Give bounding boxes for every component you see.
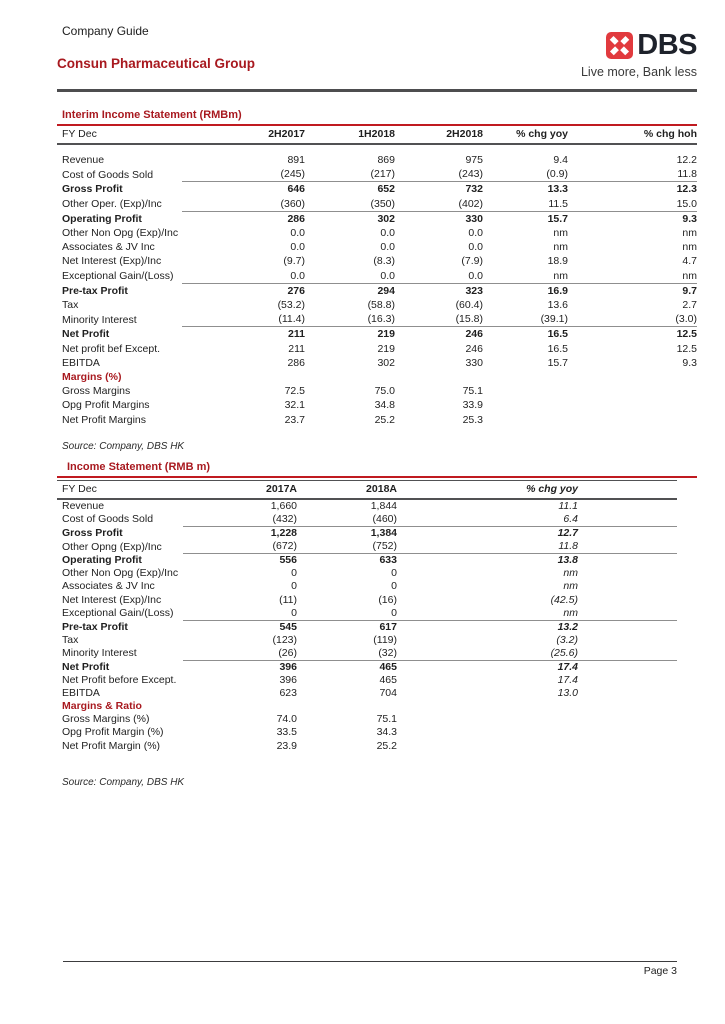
value-cell: 246 (395, 327, 483, 342)
value-cell: 18.9 (547, 255, 568, 268)
value-cell: 1,844 (370, 499, 397, 512)
value-cell: 219 (377, 342, 395, 355)
value-cell: 4.7 (682, 255, 697, 268)
section-label: Margins & Ratio (62, 700, 142, 713)
row-label: Revenue (62, 499, 105, 512)
row-label: Net Profit (62, 328, 110, 341)
value-cell: (8.3) (373, 255, 395, 268)
row-label: Tax (62, 633, 79, 646)
report-header (57, 24, 697, 79)
value-cell: 11.5 (548, 197, 568, 210)
value-cell: 12.2 (676, 154, 697, 166)
value-cell: (58.8) (367, 299, 395, 312)
value-cell: 396 (279, 674, 297, 687)
value-cell: 13.8 (397, 554, 677, 568)
table-row (57, 312, 697, 327)
table-row (57, 413, 697, 427)
row-label: Other Opng (Exp)/Inc (62, 540, 162, 553)
table-row (57, 607, 677, 621)
value-cell: 286 (287, 356, 305, 369)
value-cell: 16.9 (483, 283, 568, 298)
company-title: Consun Pharmaceutical Group (57, 56, 256, 71)
value-cell: 1,660 (270, 499, 297, 512)
value-cell: (123) (272, 633, 297, 646)
row-label: Operating Profit (62, 212, 142, 225)
value-cell: 0.0 (290, 227, 305, 240)
table-row (57, 254, 697, 268)
section-label: Margins (%) (62, 371, 122, 384)
dbs-logo-icon (606, 32, 633, 59)
section-title: Income Statement (RMB m) (57, 461, 697, 478)
table-row (57, 674, 677, 687)
table-row (57, 356, 697, 370)
table-row (57, 580, 677, 593)
value-cell: 15.7 (483, 211, 568, 226)
value-cell: 1,384 (297, 527, 397, 541)
value-cell: 0.0 (468, 241, 483, 254)
value-cell: 15.7 (547, 356, 568, 369)
table-row (57, 713, 677, 726)
value-cell: 465 (297, 660, 397, 674)
value-cell: 891 (287, 154, 305, 166)
value-cell (397, 740, 677, 753)
brand-tagline: Live more, Bank less (580, 65, 697, 79)
row-label: Net Profit (62, 660, 110, 673)
value-cell: nm (682, 241, 697, 254)
income-statement-section (57, 461, 697, 788)
value-cell: 0.0 (468, 227, 483, 240)
value-cell: 330 (465, 356, 483, 369)
value-cell: (11) (279, 593, 297, 606)
row-label: Cost of Goods Sold (62, 513, 154, 526)
value-cell: 0.0 (290, 269, 305, 282)
row-label: Net Profit Margins (62, 413, 147, 426)
table-row (57, 540, 677, 554)
value-cell: 16.5 (547, 342, 568, 355)
row-label: Minority Interest (62, 313, 137, 326)
interim-income-statement-table (57, 126, 697, 427)
row-label: Net Profit before Except. (62, 674, 177, 687)
value-cell: (42.5) (550, 593, 578, 606)
value-cell: (15.8) (455, 313, 483, 326)
row-label: Net Profit Margin (%) (62, 739, 161, 752)
row-label: Tax (62, 299, 79, 312)
column-header: % chg yoy (397, 480, 677, 499)
value-cell: 0 (391, 567, 397, 580)
value-cell: 72.5 (284, 385, 305, 398)
table-row (57, 144, 697, 153)
value-cell: 246 (465, 342, 483, 355)
value-cell: 0.0 (468, 269, 483, 282)
value-cell (483, 384, 568, 398)
column-header: 2H2017 (182, 126, 305, 144)
value-cell: 25.3 (462, 413, 483, 426)
header-divider (57, 89, 697, 92)
page-number: Page 3 (643, 965, 677, 977)
row-label: Exceptional Gain/(Loss) (62, 270, 174, 283)
column-header: % chg yoy (483, 126, 568, 144)
row-label: Other Non Opg (Exp)/Inc (62, 227, 179, 240)
table-row (57, 527, 677, 541)
value-cell: nm (553, 227, 568, 240)
value-cell: 34.3 (376, 726, 397, 739)
value-cell (397, 726, 677, 739)
value-cell (568, 384, 697, 398)
row-label: Pre-tax Profit (62, 620, 128, 633)
value-cell: 2.7 (682, 299, 697, 312)
value-cell: 0 (391, 606, 397, 619)
value-cell: 12.5 (676, 342, 697, 355)
value-cell: 75.0 (374, 385, 395, 398)
value-cell: 6.4 (563, 512, 578, 525)
column-header: FY Dec (57, 480, 183, 499)
value-cell: 9.3 (682, 356, 697, 369)
row-label: Gross Profit (62, 183, 123, 196)
column-header: 2018A (297, 480, 397, 499)
row-label: Revenue (62, 154, 105, 166)
table-row (57, 370, 697, 384)
value-cell: (0.9) (546, 168, 568, 181)
value-cell: 12.7 (397, 527, 677, 541)
value-cell: 646 (182, 182, 305, 197)
value-cell: 23.7 (284, 413, 305, 426)
table-row (57, 513, 677, 527)
row-label: Associates & JV Inc (62, 580, 155, 593)
value-cell: (3.2) (556, 633, 578, 646)
table-row (57, 226, 697, 240)
value-cell: 286 (182, 211, 305, 226)
value-cell: 276 (182, 283, 305, 298)
table-row (57, 153, 697, 167)
value-cell: 732 (395, 182, 483, 197)
table-row (57, 726, 677, 739)
value-cell: (752) (372, 540, 397, 553)
value-cell: 1,228 (183, 527, 297, 541)
value-cell: 652 (305, 182, 395, 197)
value-cell: 294 (305, 283, 395, 298)
value-cell: 75.1 (376, 713, 397, 726)
value-cell: 211 (288, 342, 305, 355)
value-cell: 15.0 (676, 197, 697, 210)
value-cell: (25.6) (550, 646, 578, 659)
value-cell: 16.5 (483, 327, 568, 342)
value-cell: 33.5 (276, 726, 297, 739)
value-cell: (350) (370, 197, 395, 210)
value-cell: 556 (183, 554, 297, 568)
value-cell: (243) (458, 168, 483, 181)
value-cell (397, 713, 677, 726)
row-label: Net profit bef Except. (62, 342, 161, 355)
table-header-row (57, 480, 677, 499)
value-cell: (32) (378, 646, 397, 659)
value-cell: 545 (183, 620, 297, 634)
income-statement-table (57, 480, 677, 753)
value-cell: 23.9 (276, 739, 297, 752)
value-cell: (60.4) (455, 299, 483, 312)
value-cell: 0 (291, 580, 297, 593)
value-cell: (16) (378, 593, 397, 606)
table-row (57, 620, 677, 634)
value-cell: 25.2 (376, 739, 397, 752)
row-label: EBITDA (62, 687, 100, 700)
value-cell: 975 (465, 154, 483, 166)
dbs-logo-text: DBS (637, 29, 697, 61)
value-cell: nm (553, 241, 568, 254)
table-row (57, 197, 697, 212)
row-label: Exceptional Gain/(Loss) (62, 607, 174, 620)
value-cell: (672) (272, 540, 297, 553)
value-cell: 302 (377, 356, 395, 369)
value-cell: (39.1) (540, 313, 568, 326)
value-cell (483, 398, 568, 412)
column-header: 1H2018 (305, 126, 395, 144)
value-cell: (245) (280, 168, 305, 181)
value-cell: 11.1 (558, 499, 578, 512)
value-cell: 9.4 (553, 154, 568, 166)
value-cell: (217) (370, 168, 395, 181)
value-cell: 13.6 (547, 299, 568, 312)
row-label: Other Non Opg (Exp)/Inc (62, 567, 179, 580)
table-row (57, 740, 677, 753)
value-cell: 617 (297, 620, 397, 634)
value-cell: 13.3 (483, 182, 568, 197)
dbs-brand-block (580, 29, 697, 79)
value-cell: 34.8 (374, 399, 395, 412)
table-row (57, 634, 677, 647)
value-cell: 33.9 (462, 399, 483, 412)
value-cell: 74.0 (276, 713, 297, 726)
value-cell: 12.3 (568, 182, 697, 197)
value-cell: 17.4 (557, 674, 578, 687)
section-title: Interim Income Statement (RMBm) (57, 109, 697, 126)
table-row (57, 167, 697, 182)
value-cell: 704 (379, 687, 397, 700)
row-label: Minority Interest (62, 647, 137, 660)
value-cell: 13.2 (397, 620, 677, 634)
page-footer (63, 961, 677, 977)
table-row (57, 283, 697, 298)
value-cell: (26) (278, 646, 297, 659)
table-row (57, 594, 677, 607)
value-cell: 0.0 (380, 269, 395, 282)
value-cell: 465 (379, 674, 397, 687)
spacer-cell (57, 144, 697, 153)
source-note: Source: Company, DBS HK (62, 440, 185, 452)
column-header: % chg hoh (568, 126, 697, 144)
value-cell: 869 (377, 154, 395, 166)
value-cell: 0 (291, 567, 297, 580)
table-row (57, 327, 697, 342)
row-label: Pre-tax Profit (62, 284, 128, 297)
row-label: Gross Profit (62, 527, 123, 540)
value-cell: (3.0) (675, 313, 697, 326)
row-label: Cost of Goods Sold (62, 168, 154, 181)
value-cell: 0.0 (290, 241, 305, 254)
row-label: Opg Profit Margin (%) (62, 726, 164, 739)
value-cell: (119) (373, 633, 397, 646)
table-row (57, 398, 697, 412)
value-cell: 0.0 (380, 227, 395, 240)
table-row (57, 211, 697, 226)
table-row (57, 269, 697, 284)
row-label: Other Oper. (Exp)/Inc (62, 198, 162, 211)
row-label: Associates & JV Inc (62, 241, 155, 254)
row-label: EBITDA (62, 356, 100, 369)
table-row (57, 342, 697, 356)
value-cell: (432) (272, 512, 297, 525)
table-row (57, 499, 677, 513)
value-cell: (11.4) (278, 313, 305, 326)
value-cell: 25.2 (374, 413, 395, 426)
row-label: Opg Profit Margins (62, 399, 150, 412)
report-type-label: Company Guide (62, 24, 149, 38)
value-cell: 396 (183, 660, 297, 674)
value-cell: nm (563, 580, 578, 593)
table-row (57, 660, 677, 674)
row-label: Net Interest (Exp)/Inc (62, 593, 162, 606)
value-cell: 633 (297, 554, 397, 568)
value-cell: nm (682, 269, 697, 282)
table-row (57, 687, 677, 700)
row-label: Operating Profit (62, 554, 142, 567)
table-row (57, 182, 697, 197)
value-cell: 302 (305, 211, 395, 226)
value-cell: nm (553, 269, 568, 282)
value-cell: 0 (291, 606, 297, 619)
value-cell: 11.8 (558, 540, 578, 553)
interim-income-statement-section (57, 109, 697, 452)
row-label: Gross Margins (62, 385, 131, 398)
value-cell: (53.2) (277, 299, 305, 312)
table-header-row (57, 126, 697, 144)
value-cell (483, 413, 568, 427)
value-cell: 75.1 (462, 385, 483, 398)
value-cell: 17.4 (397, 660, 677, 674)
value-cell: (402) (458, 197, 483, 210)
value-cell: 32.1 (284, 399, 305, 412)
column-header: FY Dec (57, 126, 182, 144)
value-cell: 11.8 (677, 168, 697, 181)
value-cell: (7.9) (461, 255, 483, 268)
table-row (57, 567, 677, 580)
value-cell: 13.0 (557, 687, 578, 700)
column-header: 2017A (183, 480, 297, 499)
value-cell: 9.3 (568, 211, 697, 226)
value-cell: 330 (395, 211, 483, 226)
table-row (57, 554, 677, 568)
value-cell: 0 (391, 580, 397, 593)
value-cell: (9.7) (283, 255, 305, 268)
value-cell: (360) (280, 197, 305, 210)
value-cell: 323 (395, 283, 483, 298)
value-cell: nm (682, 227, 697, 240)
source-note: Source: Company, DBS HK (62, 776, 185, 788)
table-row (57, 647, 677, 661)
page-content (57, 109, 697, 788)
table-row (57, 384, 697, 398)
column-header: 2H2018 (395, 126, 483, 144)
row-label: Gross Margins (%) (62, 713, 150, 726)
table-row (57, 298, 697, 312)
value-cell: 0.0 (380, 241, 395, 254)
table-row (57, 240, 697, 254)
row-label: Net Interest (Exp)/Inc (62, 255, 162, 268)
value-cell: 623 (279, 687, 297, 700)
value-cell (568, 398, 697, 412)
value-cell: 219 (305, 327, 395, 342)
value-cell: nm (563, 606, 578, 619)
value-cell: 211 (182, 327, 305, 342)
dbs-logo (581, 29, 697, 61)
value-cell: (16.3) (367, 313, 395, 326)
value-cell: (460) (372, 512, 397, 525)
value-cell: 9.7 (568, 283, 697, 298)
value-cell: 12.5 (568, 327, 697, 342)
table-row (57, 700, 677, 713)
value-cell: nm (563, 567, 578, 580)
value-cell (568, 413, 697, 427)
